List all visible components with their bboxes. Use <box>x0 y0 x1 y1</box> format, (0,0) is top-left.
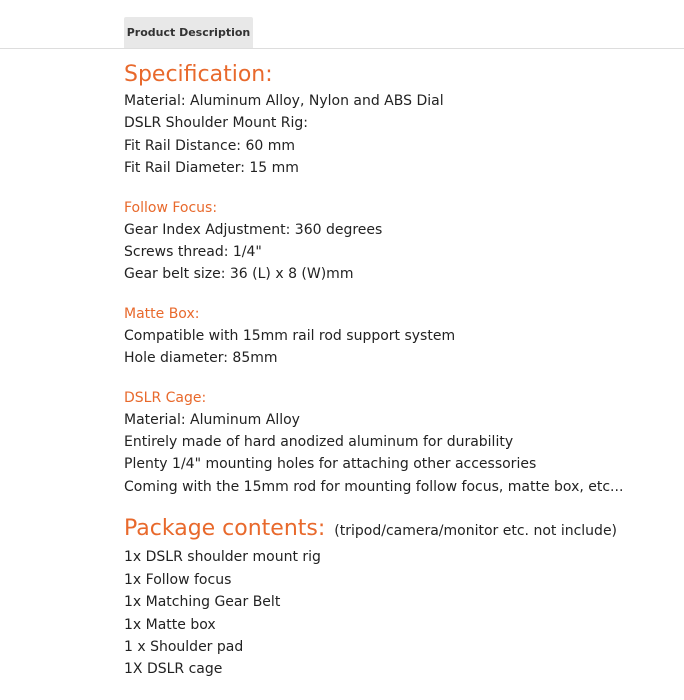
package-item: 1x Matching Gear Belt <box>124 594 281 611</box>
package-contents-note: (tripod/camera/monitor etc. not include) <box>334 523 618 540</box>
dslr-cage-heading: DSLR Cage: <box>124 389 207 406</box>
package-item: 1x Matte box <box>124 616 216 633</box>
follow-focus-heading: Follow Focus: <box>124 199 218 216</box>
dslr-cage-line: Entirely made of hard anodized aluminum for durability <box>124 434 514 451</box>
spec-line: Fit Rail Diameter: 15 mm <box>124 160 299 177</box>
follow-focus-line: Gear Index Adjustment: 360 degrees <box>124 221 383 238</box>
spec-line: Material: Aluminum Alloy, Nylon and ABS Dial <box>124 93 444 109</box>
package-contents-title: Package contents: <box>124 516 326 542</box>
matte-box-line: Compatible with 15mm rail rod support system <box>124 327 456 344</box>
spacer <box>124 370 679 387</box>
matte-box-line: Hole diameter: 85mm <box>124 350 278 367</box>
follow-focus-line: Gear belt size: 36 (L) x 8 (W)mm <box>124 266 354 283</box>
matte-box-heading: Matte Box: <box>124 305 200 322</box>
package-item: 1X DSLR cage <box>124 661 223 678</box>
follow-focus-line: Screws thread: 1/4" <box>124 244 262 261</box>
package-item: 1 x Shoulder pad <box>124 638 244 655</box>
tab-bar <box>0 0 684 49</box>
specification-heading: Specification: <box>124 62 273 87</box>
spacer <box>124 286 679 303</box>
spec-line: Fit Rail Distance: 60 mm <box>124 137 296 154</box>
tab-product-description[interactable]: Product Description <box>124 17 253 48</box>
spec-line: DSLR Shoulder Mount Rig: <box>124 115 308 132</box>
spacer <box>124 180 679 197</box>
dslr-cage-line: Material: Aluminum Alloy <box>124 411 300 428</box>
package-item: 1x Follow focus <box>124 571 232 588</box>
package-item: 1x DSLR shoulder mount rig <box>124 549 321 566</box>
product-description-content <box>124 60 679 681</box>
dslr-cage-line: Plenty 1/4" mounting holes for attaching other accessories <box>124 456 537 473</box>
spacer <box>124 498 679 514</box>
dslr-cage-line: Coming with the 15mm rod for mounting follow focus, matte box, etc... <box>124 478 624 495</box>
package-contents-heading <box>124 514 679 546</box>
